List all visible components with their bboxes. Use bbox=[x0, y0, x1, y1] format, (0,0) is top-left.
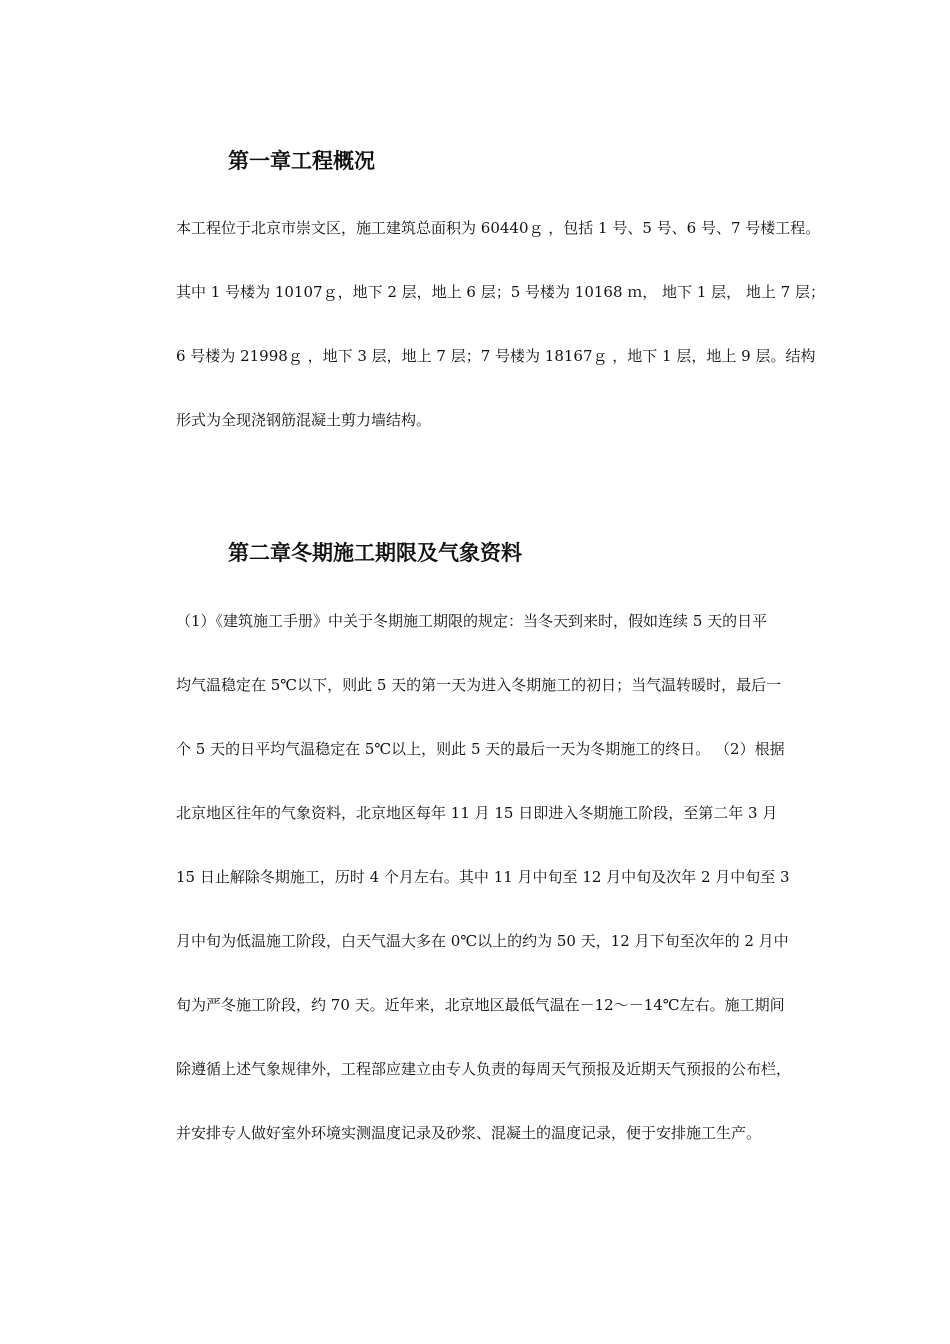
chapter-2-line: 并安排专人做好室外环境实测温度记录及砂浆、混凝土的温度记录，便于安排施工生产。 bbox=[176, 1124, 762, 1142]
chapter-1-line: 6 号楼为 21998ｇ ，地下 3 层，地上 7 层；7 号楼为 18167ｇ ，地下 1 层，地上 9 层。结构 bbox=[176, 347, 816, 365]
chapter-2-line: 个 5 天的日平均气温稳定在 5℃以上，则此 5 天的最后一天为冬期施工的终日。 （2）根据 bbox=[176, 740, 785, 758]
chapter-2-line: （1）《建筑施工手册》中关于冬期施工期限的规定：当冬天到来时，假如连续 5 天的日平 bbox=[176, 612, 768, 630]
chapter-1-body bbox=[176, 196, 876, 452]
chapter-2-line: 北京地区往年的气象资料，北京地区每年 11 月 15 日即进入冬期施工阶段，至第二年 3 月 bbox=[176, 804, 778, 822]
chapter-2-title: 第二章冬期施工期限及气象资料 bbox=[228, 541, 522, 565]
chapter-1-line: 形式为全现浇钢筋混凝土剪力墙结构。 bbox=[176, 411, 432, 429]
chapter-1-title: 第一章工程概况 bbox=[228, 149, 375, 173]
chapter-2-line: 15 日止解除冬期施工，历时 4 个月左右。其中 11 月中旬至 12 月中旬及次年 2 月中旬至 3 bbox=[176, 868, 790, 886]
chapter-1-line: 本工程位于北京市崇文区，施工建筑总面积为 60440ｇ ，包括 1 号、5 号、6 号、7 号楼工程。 bbox=[176, 219, 821, 237]
chapter-2-line: 均气温稳定在 5℃以下，则此 5 天的第一天为进入冬期施工的初日；当气温转暖时，最后一 bbox=[176, 676, 782, 694]
chapter-2-line: 旬为严冬施工阶段，约 70 天。近年来，北京地区最低气温在－12～－14℃左右。施工期间 bbox=[176, 996, 785, 1014]
chapter-2-line: 月中旬为低温施工阶段，白天气温大多在 0℃以上的约为 50 天，12 月下旬至次年的 2 月中 bbox=[176, 932, 789, 950]
chapter-1-line: 其中 1 号楼为 10107ｇ，地下 2 层，地上 6 层；5 号楼为 10168 ｍ， 地下 1 层， 地上 7 层； bbox=[176, 283, 825, 301]
chapter-2-line: 除遵循上述气象规律外，工程部应建立由专人负责的每周天气预报及近期天气预报的公布栏， bbox=[176, 1060, 792, 1078]
chapter-2-body bbox=[176, 589, 876, 1165]
